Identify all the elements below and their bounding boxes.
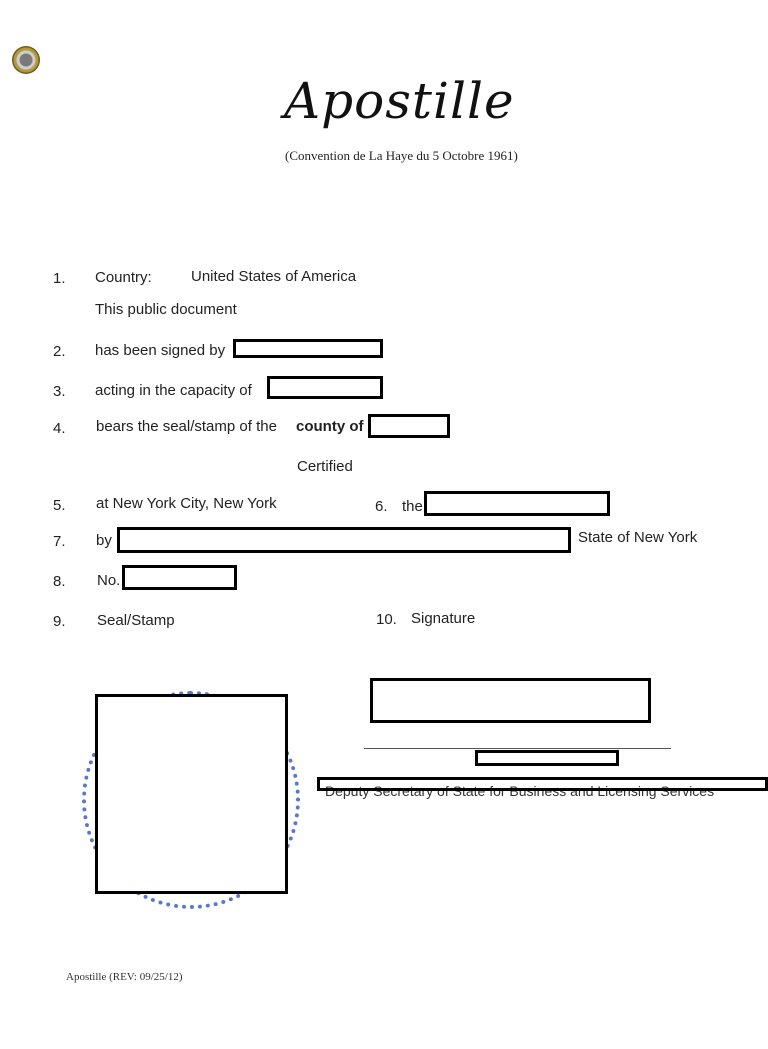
seal-stamp-label: Seal/Stamp [97, 612, 175, 629]
redacted-signature [370, 678, 651, 723]
punch-hole-icon [12, 46, 40, 74]
item-number-1: 1. [53, 270, 66, 287]
redacted-date [424, 491, 610, 516]
county-of-label: county of [296, 418, 364, 435]
certified-label: Certified [297, 458, 353, 475]
signature-line [364, 748, 671, 749]
public-document-text: This public document [95, 301, 237, 318]
date-the-label: the [402, 498, 423, 515]
item-number-10: 10. [376, 611, 397, 628]
signature-label: Signature [411, 610, 476, 627]
redacted-title-bar [317, 777, 768, 791]
certified-at-location: at New York City, New York [96, 495, 277, 512]
redacted-signer-printed-name [475, 750, 619, 766]
redacted-capacity [267, 376, 383, 399]
item-number-9: 9. [53, 613, 66, 630]
country-label: Country: [95, 269, 152, 286]
state-of-new-york: State of New York [578, 529, 698, 546]
item-number-7: 7. [53, 533, 66, 550]
country-value: United States of America [191, 268, 357, 285]
redacted-certifier [117, 527, 571, 553]
item-number-2: 2. [53, 343, 66, 360]
deputy-secretary-title: Deputy Secretary of State for Business and Licensing Services [325, 783, 715, 799]
document-title: Apostille [284, 72, 515, 130]
item-number-8: 8. [53, 573, 66, 590]
signed-by-label: has been signed by [95, 342, 226, 359]
item-number-4: 4. [53, 420, 66, 437]
item-number-6: 6. [375, 498, 388, 515]
redacted-signer-name [233, 339, 383, 358]
redacted-county [368, 414, 450, 438]
by-label: by [96, 532, 112, 549]
document-subtitle: (Convention de La Haye du 5 Octobre 1961) [285, 148, 518, 163]
capacity-label: acting in the capacity of [95, 382, 252, 399]
item-number-5: 5. [53, 497, 66, 514]
redacted-seal [95, 694, 288, 894]
item-number-3: 3. [53, 383, 66, 400]
redacted-certificate-number [122, 565, 237, 590]
number-label: No. [97, 572, 121, 589]
seal-stamp-prefix: bears the seal/stamp of the [96, 418, 277, 435]
revision-footer: Apostille (REV: 09/25/12) [66, 971, 183, 983]
